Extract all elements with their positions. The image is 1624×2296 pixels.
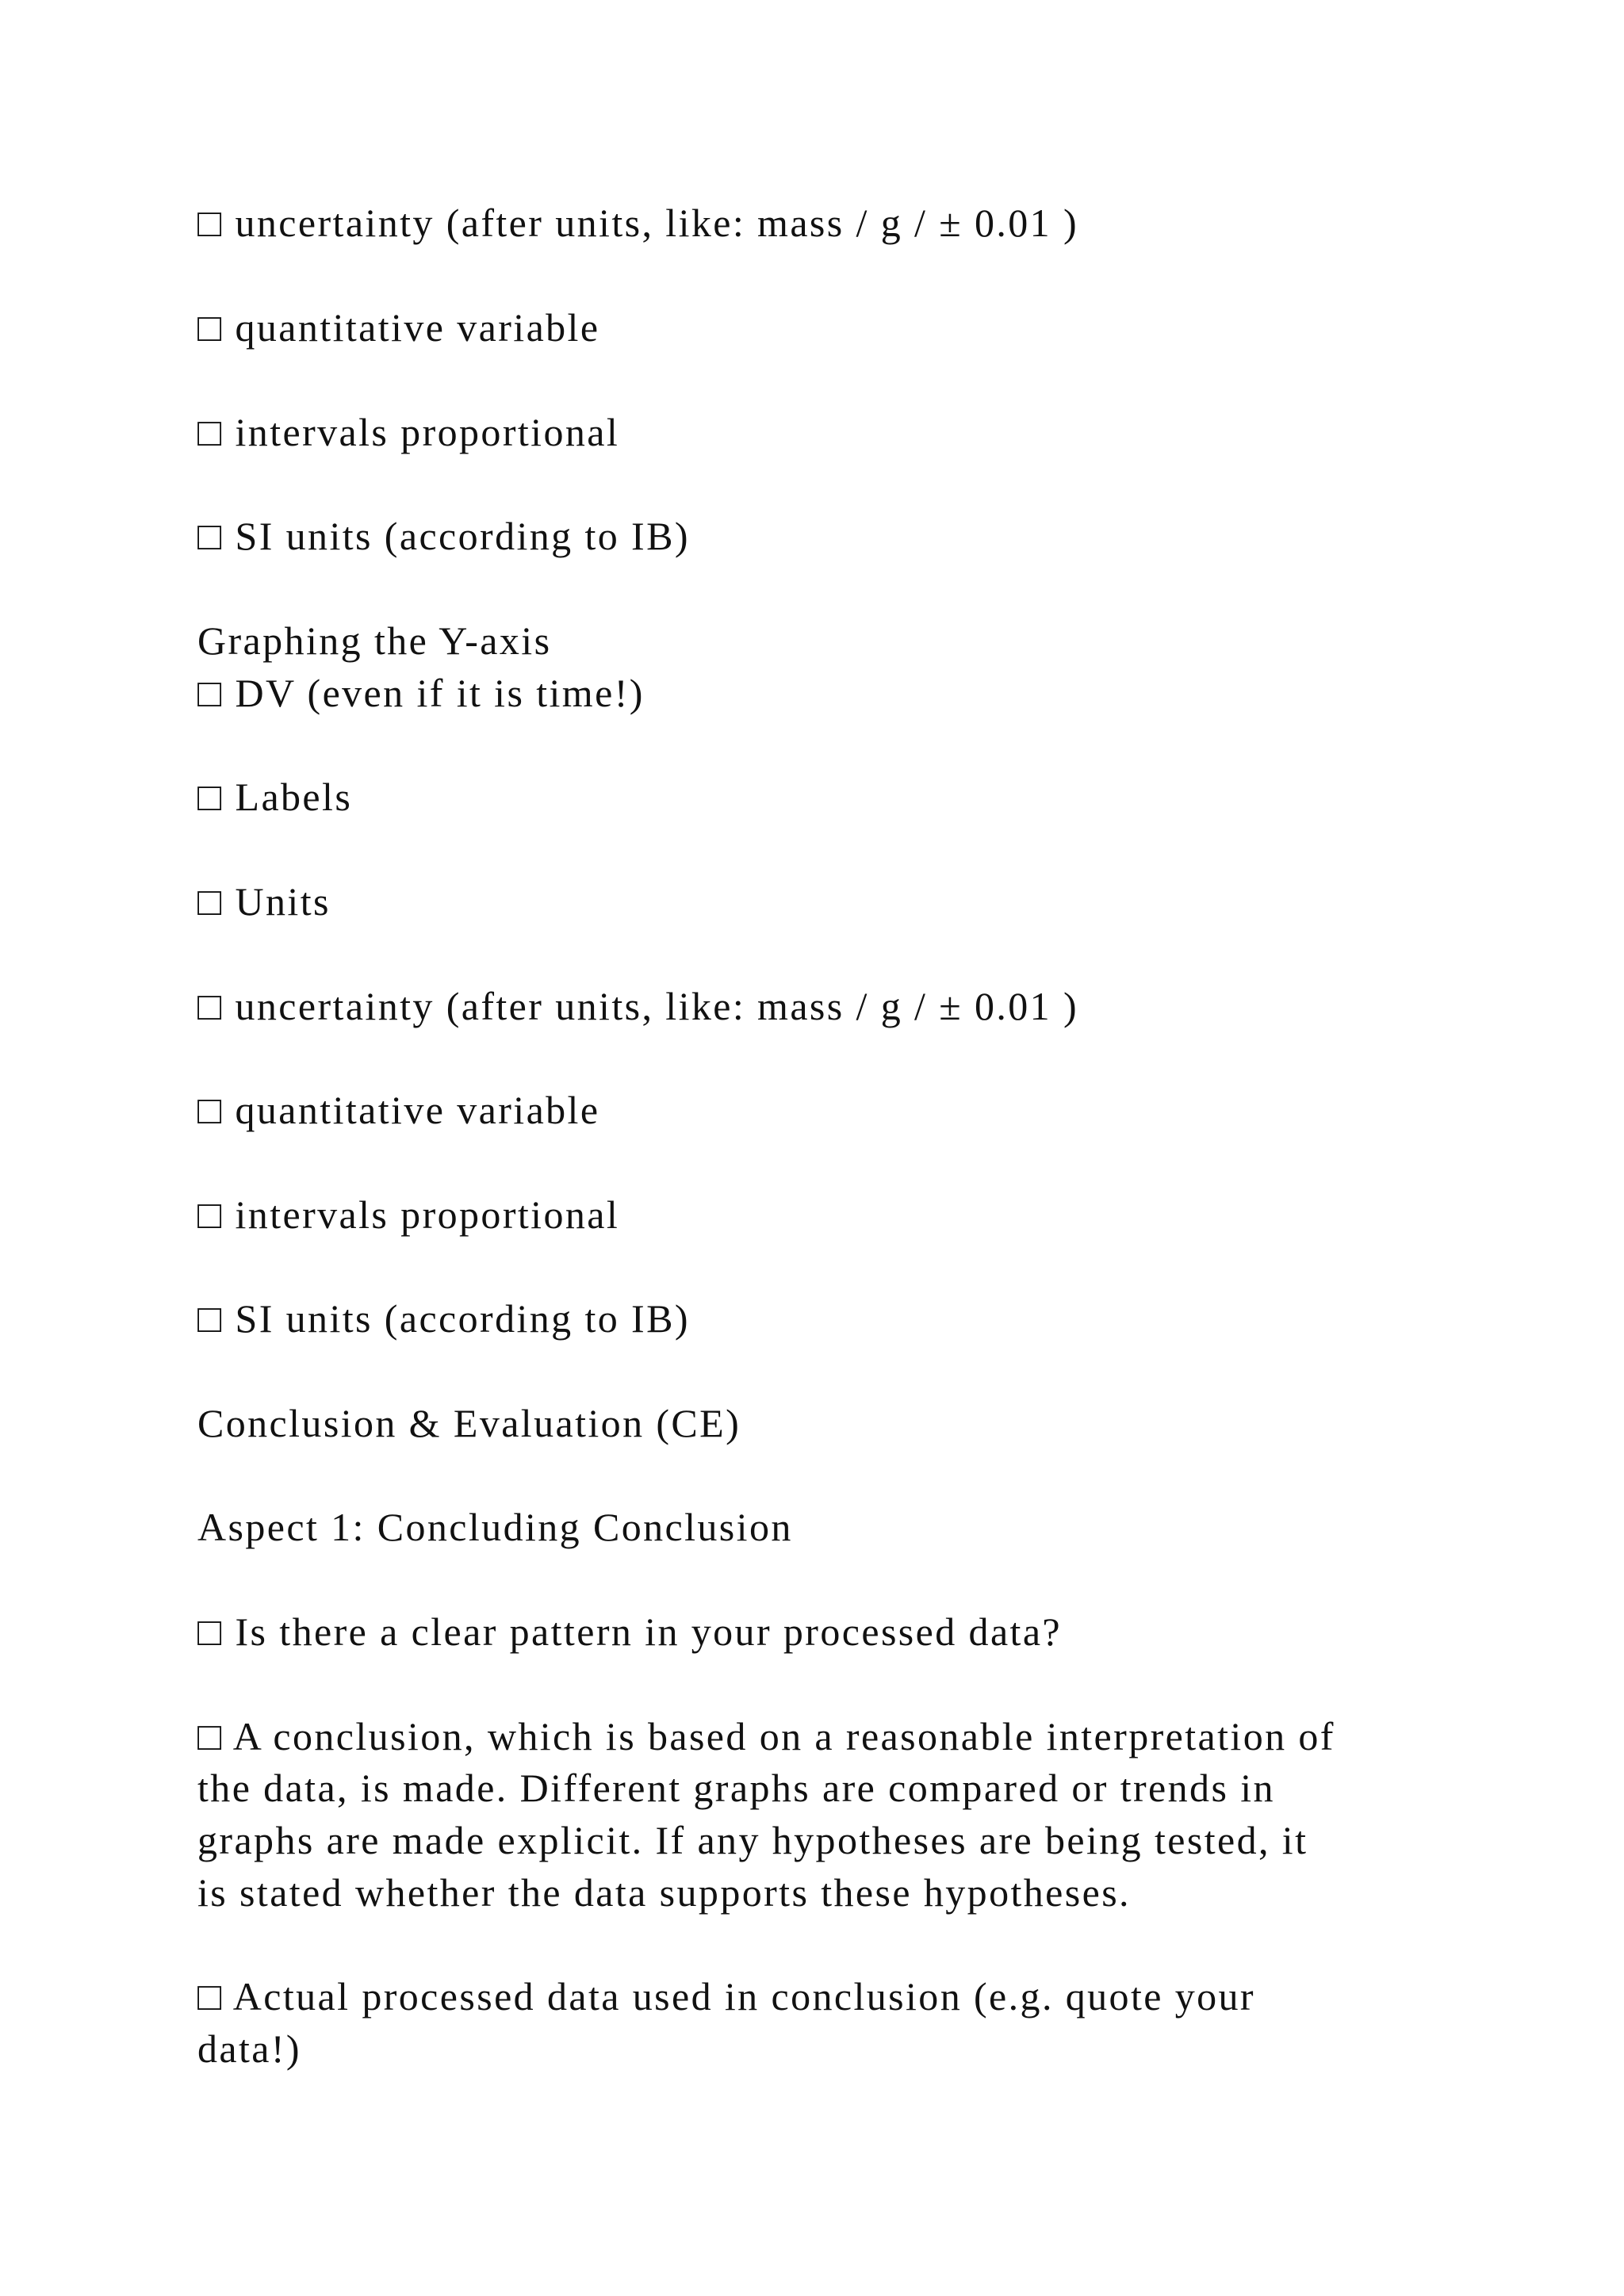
- checklist-item-y-dv: □ DV (even if it is time!): [197, 671, 645, 715]
- checklist-item-y-intervals: □ intervals proportional: [197, 1192, 620, 1237]
- checklist-item-actual-data-line-1: □ Actual processed data used in conclusion (e.g. quote your: [197, 1974, 1255, 2019]
- checklist-item-y-si-units: □ SI units (according to IB): [197, 1296, 690, 1341]
- checklist-item-y-labels: □ Labels: [197, 775, 353, 819]
- checklist-item-x-intervals: □ intervals proportional: [197, 410, 620, 454]
- checklist-item-clear-pattern: □ Is there a clear pattern in your processed data?: [197, 1609, 1063, 1654]
- checklist-item-x-uncertainty: □ uncertainty (after units, like: mass / g / ± 0.01 ): [197, 201, 1079, 245]
- checklist-item-x-si-units: □ SI units (according to IB): [197, 514, 690, 558]
- checklist-item-actual-data-line-2: data!): [197, 2026, 301, 2071]
- checklist-item-y-uncertainty: □ uncertainty (after units, like: mass / g / ± 0.01 ): [197, 984, 1079, 1028]
- checklist-item-conclusion-line-4: is stated whether the data supports these hypotheses.: [197, 1870, 1131, 1915]
- checklist-item-y-units: □ Units: [197, 879, 331, 924]
- section-heading-ce: Conclusion & Evaluation (CE): [197, 1401, 741, 1445]
- checklist-item-conclusion-line-3: graphs are made explicit. If any hypotheses are being tested, it: [197, 1818, 1308, 1862]
- checklist-item-x-quantitative: □ quantitative variable: [197, 305, 600, 350]
- checklist-item-y-quantitative: □ quantitative variable: [197, 1088, 600, 1132]
- section-heading-y-axis: Graphing the Y-axis: [197, 618, 552, 663]
- checklist-item-conclusion-line-1: □ A conclusion, which is based on a reasonable interpretation of: [197, 1714, 1335, 1758]
- checklist-item-conclusion-line-2: the data, is made. Different graphs are compared or trends in: [197, 1766, 1275, 1810]
- section-heading-aspect-1: Aspect 1: Concluding Conclusion: [197, 1505, 793, 1549]
